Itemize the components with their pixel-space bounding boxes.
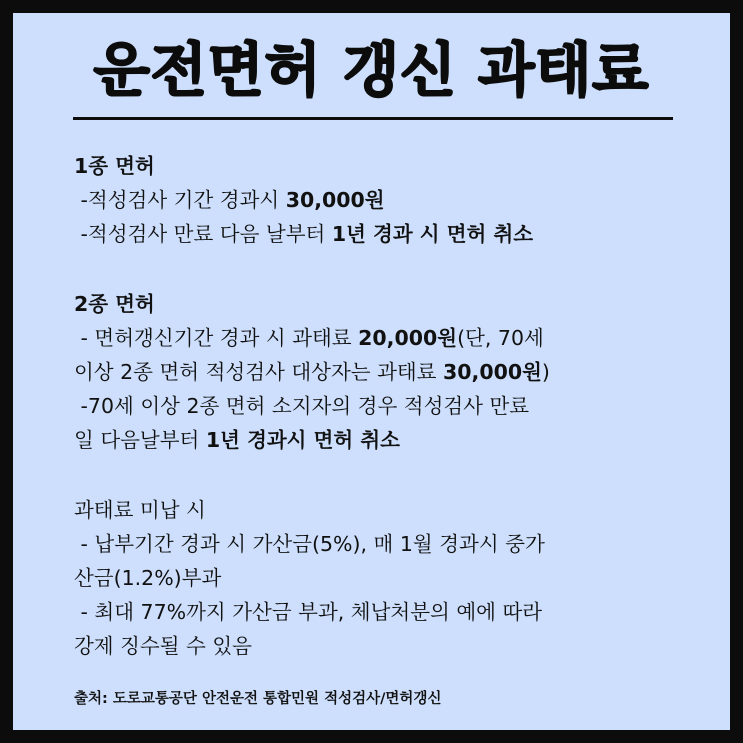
list-item: - 납부기간 경과 시 가산금(5%), 매 1월 경과시 중가 (74, 532, 545, 556)
list-item (74, 423, 699, 457)
emphasis-text: 1년 경과시 면허 취소 (205, 428, 400, 452)
fine-amount: 20,000원 (358, 326, 458, 350)
emphasis-text: 1년 경과 시 면허 취소 (331, 222, 534, 246)
section-type2-license (74, 287, 699, 457)
section-unpaid (74, 493, 699, 663)
fine-amount: 30,000원 (285, 188, 385, 212)
item-text: 이상 2종 면허 적성검사 대상자는 과태료 (74, 360, 443, 384)
list-item (74, 355, 699, 389)
list-item: - 최대 77%까지 가산금 부과, 체납처분의 예에 따라 (74, 600, 543, 624)
list-item (74, 183, 699, 217)
section-type1-license (74, 149, 699, 251)
item-text: -적성검사 만료 다음 날부터 (74, 222, 332, 246)
section-heading: 2종 면허 (74, 292, 155, 316)
section-heading: 1종 면허 (74, 154, 155, 178)
info-card (13, 13, 730, 730)
item-text: - 면허갱신기간 경과 시 과태료 (74, 326, 359, 350)
item-text: -적성검사 기간 경과시 (74, 188, 286, 212)
fine-amount: 30,000원 (443, 360, 542, 384)
source-citation: 출처: 도로교통공단 안전운전 통합민원 적성검사/면허갱신 (74, 691, 442, 707)
item-text: ) (541, 360, 550, 384)
spacer (74, 457, 699, 493)
item-text: 일 다음날부터 (74, 428, 206, 452)
spacer (74, 251, 699, 287)
list-item: 산금(1.2%)부과 (74, 566, 222, 590)
content-body (74, 149, 699, 663)
list-item: -70세 이상 2종 면허 소지자의 경우 적성검사 만료 (74, 394, 530, 418)
title-divider (73, 117, 673, 120)
page-title: 운전면허 갱신 과태료 (93, 36, 650, 104)
section-heading: 과태료 미납 시 (74, 498, 206, 522)
item-text: (단, 70세 (457, 326, 544, 350)
list-item: 강제 징수될 수 있음 (74, 634, 252, 658)
list-item (74, 321, 699, 355)
list-item (74, 217, 699, 251)
